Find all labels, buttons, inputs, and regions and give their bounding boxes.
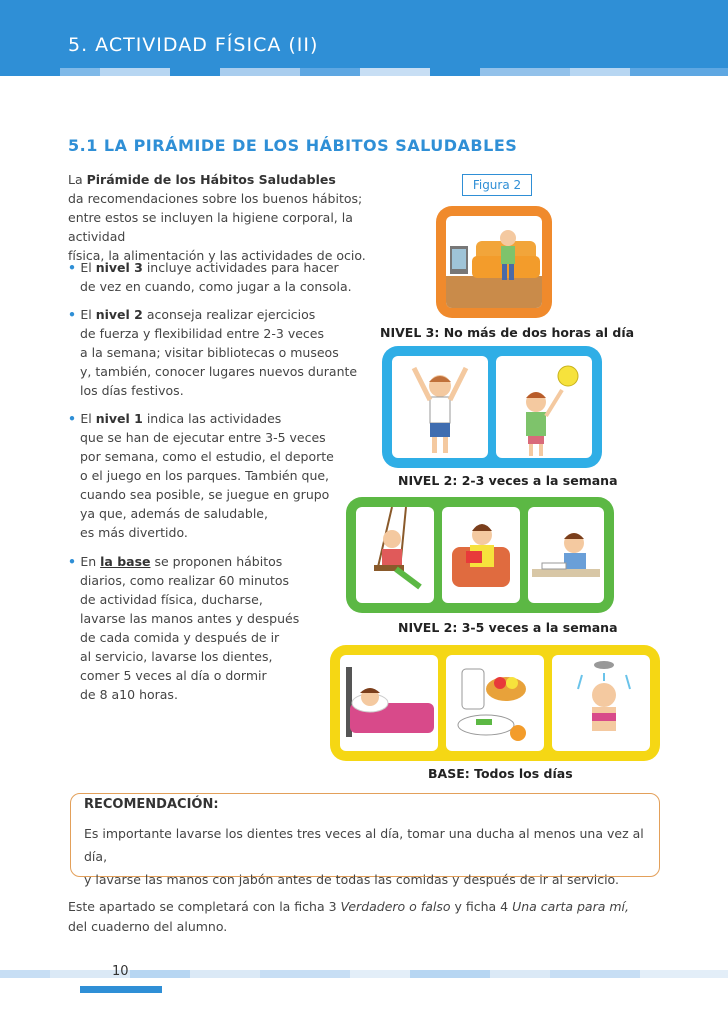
pyramid-level-2-frame [382, 346, 602, 468]
intro-bold: Pirámide de los Hábitos Saludables [86, 172, 336, 187]
sleeping-illustration [340, 655, 438, 751]
illustration-studying [528, 507, 604, 603]
illustration-videogame [446, 216, 542, 308]
illustration-food [446, 655, 544, 751]
sofa-gaming-illustration [446, 216, 542, 308]
illustration-ball-play [496, 356, 592, 458]
pyramid-level-1-frame [346, 497, 614, 613]
pyramid-base-label: BASE: Todos los días [428, 766, 573, 781]
header-title: 5. ACTIVIDAD FÍSICA (II) [68, 34, 319, 56]
bullet-nivel-1: • El nivel 1 indica las actividades que se han de ejecutar entre 3-5 veces por semana, como el estudio, el deporte o el juego en los parques. También que, cuando sea posible, se juegue en grupo ya que, además de saludable, es más divertido. [68, 411, 334, 540]
exercise-illustration [392, 356, 488, 458]
food-illustration [446, 655, 544, 751]
footer-note: Este apartado se completará con la ficha 3 Verdadero o falso y ficha 4 Una carta para mí, del cuaderno del alumno. [68, 899, 629, 934]
swing-illustration [356, 507, 434, 603]
pyramid-level-3-frame [436, 206, 552, 318]
pyramid-level-1-label: NIVEL 2: 3-5 veces a la semana [398, 620, 618, 635]
bullet-base: • En la base se proponen hábitos diarios, como realizar 60 minutos de actividad física, ducharse, lavarse las manos antes y después de cada comida y después de ir al servicio, lavarse los dientes, comer 5 veces al día o dormir de 8 a10 horas. [68, 554, 300, 702]
footer-stripes [0, 970, 728, 978]
figure-label: Figura 2 [462, 174, 532, 196]
page-number: 10 [112, 964, 129, 979]
pyramid-level-3-label: NIVEL 3: No más de dos horas al día [380, 325, 635, 340]
section-title: 5.1 LA PIRÁMIDE DE LOS HÁBITOS SALUDABLES [68, 136, 518, 155]
reading-illustration [442, 507, 520, 603]
header-stripes [0, 68, 728, 76]
recommendation-text: Es importante lavarse los dientes tres veces al día, tomar una ducha al menos una vez al día, y lavarse las manos con jabón antes de todas las comidas y después de ir al servicio. [84, 826, 644, 887]
bullet-nivel-3: • El nivel 3 incluye actividades para hacer de vez en cuando, como jugar a la consola. [68, 260, 352, 294]
recommendation-title: RECOMENDACIÓN: [84, 797, 223, 812]
shower-illustration [552, 655, 650, 751]
pyramid-level-2-label: NIVEL 2: 2-3 veces a la semana [398, 473, 618, 488]
ball-play-illustration [496, 356, 592, 458]
studying-illustration [528, 507, 604, 603]
intro-paragraph: La Pirámide de los Hábitos Saludables da recomendaciones sobre los buenos hábitos; entre estos se incluyen la higiene corporal, la actividad física, la alimentación y las actividades de ocio. [68, 172, 366, 263]
illustration-exercise [392, 356, 488, 458]
pyramid-base-frame [330, 645, 660, 761]
illustration-sleeping [340, 655, 438, 751]
illustration-reading [442, 507, 520, 603]
page-header [0, 0, 728, 68]
illustration-swing [356, 507, 434, 603]
bullet-nivel-2: • El nivel 2 aconseja realizar ejercicios de fuerza y flexibilidad entre 2-3 veces a la semana; visitar bibliotecas o museos y, también, conocer lugares nuevos durante los días festivos. [68, 307, 358, 398]
illustration-shower [552, 655, 650, 751]
page-number-bar [80, 986, 162, 993]
